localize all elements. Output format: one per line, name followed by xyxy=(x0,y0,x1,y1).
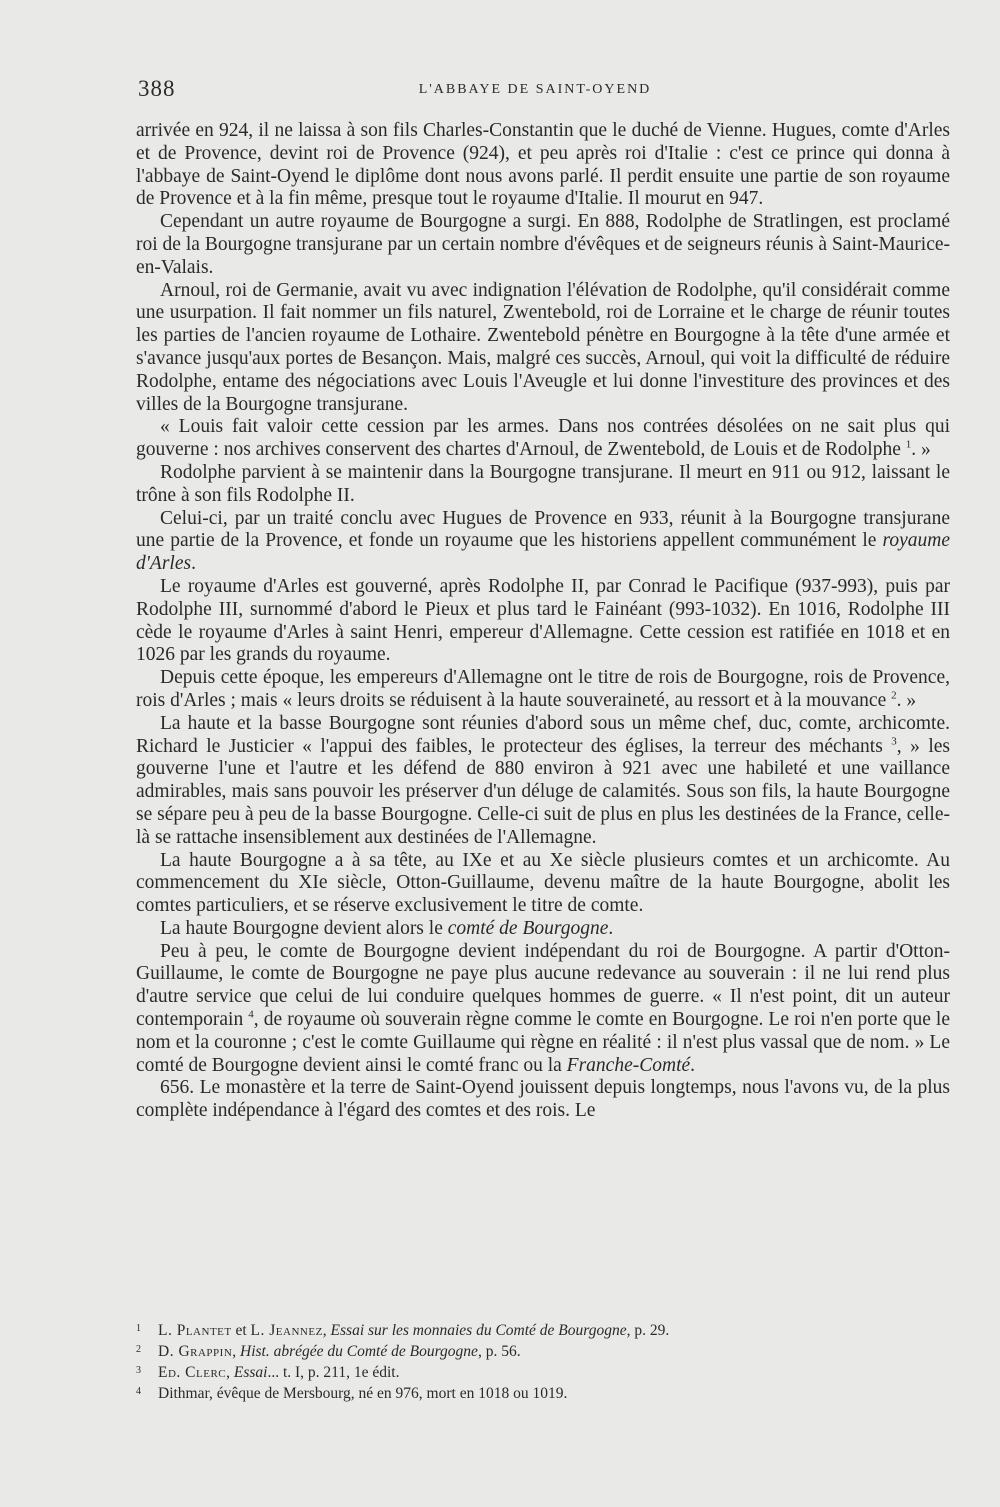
text-run: 656. Le monastère et la terre de Saint-Oyend jouissent depuis longtemps, nous l'avons vu, de la plus complète indépendance à l'égard des comtes et des rois. Le xyxy=(136,1077,950,1122)
paragraph xyxy=(136,918,950,941)
text-run: La haute et la basse Bourgogne sont réunies d'abord sous un même chef, duc, comte, archicomte. Richard le Justicier « l'appui des faibles, le protecteur des églises, la terreur des méchants xyxy=(136,712,950,757)
text-run: , xyxy=(322,1322,331,1339)
italic-text: Hist. abrégée du Comté de Bourgogne xyxy=(240,1343,478,1360)
footnote xyxy=(136,1362,950,1383)
author-name: D. Grappin xyxy=(158,1343,233,1360)
body-text xyxy=(136,120,950,1123)
paragraph xyxy=(136,280,950,417)
text-run: et xyxy=(231,1322,251,1339)
paragraph xyxy=(136,941,950,1078)
author-name: L. Jeannez xyxy=(250,1322,323,1339)
text-run: . » xyxy=(911,439,931,461)
paragraph xyxy=(136,1077,950,1123)
text-run: , xyxy=(232,1343,241,1360)
footnote-mark: 3 xyxy=(136,1365,141,1376)
text-run: , p. 56. xyxy=(477,1343,521,1360)
text-run: , p. 29. xyxy=(626,1322,670,1339)
text-run: ... t. I, p. 211, 1e édit. xyxy=(267,1364,400,1381)
author-name: L. Plantet xyxy=(158,1322,232,1339)
text-run: , xyxy=(226,1364,234,1381)
text-run: Le royaume d'Arles est gouverné, après Rodolphe II, par Conrad le Pacifique (937-993), puis par Rodolphe III, surnommé d'abord le Pieux et plus tard le Fainéant (993-1032). En 1016, Rodolphe III cède le royaume d'Arles à saint Henri, empereur d'Allemagne. Cette cession est ratifiée en 1018 et en 1026 par les grands du royaume. xyxy=(136,575,950,666)
footnote-ref: 4 xyxy=(248,1008,254,1021)
paragraph xyxy=(136,576,950,667)
text-run: arrivée en 924, il ne laissa à son fils Charles-Constantin que le duché de Vienne. Hugues, comte d'Arles et de Provence, devint roi de Provence (924), et peu après roi d'Italie : c'est ce prince qui donna à l'abbaye de Saint-Oyend le diplôme dont nous avons parlé. Il perdit ensuite une partie de son royaume de Provence et à la fin même, presque tout le royaume d'Italie. Il mourut en 947. xyxy=(136,120,950,210)
footnote-mark: 2 xyxy=(136,1344,141,1355)
paragraph xyxy=(136,211,950,279)
text-run: Arnoul, roi de Germanie, avait vu avec indignation l'élévation de Rodolphe, qu'il considérait comme une usurpation. Il fait nommer un fils naturel, Zwentebold, roi de Lorraine et le charge de réunir toutes les parties de l'ancien royaume de Lothaire. Zwentebold pénètre en Bourgogne à la tête d'une armée et s'avance jusqu'aux portes de Besançon. Mais, malgré ces succès, Arnoul, qui voit la difficulté de réduire Rodolphe, entame des négociations avec Louis l'Aveugle et lui donne l'investiture des provinces et des villes de la Bourgogne transjurane. xyxy=(136,279,950,415)
footnote xyxy=(136,1383,950,1404)
text-run: La haute Bourgogne devient alors le xyxy=(160,917,448,939)
text-run: Depuis cette époque, les empereurs d'Allemagne ont le titre de rois de Bourgogne, rois de Provence, rois d'Arles ; mais « leurs droits se réduisent à la haute souveraineté, au ressort et à la mouvance xyxy=(136,667,950,711)
italic-text: comté de Bourgogne xyxy=(447,917,609,939)
text-run: . xyxy=(690,1054,696,1076)
footnote-ref: 3 xyxy=(891,735,897,748)
footnote xyxy=(136,1341,950,1362)
italic-text: Franche-Comté xyxy=(566,1054,691,1076)
paragraph xyxy=(136,667,950,713)
text-run: . » xyxy=(896,689,917,711)
italic-text: Essai sur les monnaies du Comté de Bourgogne xyxy=(330,1322,627,1339)
italic-text: royaume d'Arles xyxy=(136,530,950,575)
running-title: L'ABBAYE DE SAINT-OYEND xyxy=(418,82,652,97)
text-run: Celui-ci, par un traité conclu avec Hugues de Provence en 933, réunit à la Bourgogne transjurane une partie de la Provence, et fonde un royaume que les historiens appellent communément le xyxy=(136,507,950,552)
paragraph xyxy=(136,713,950,850)
text-run: , de royaume où souverain règne comme le comte en Bourgogne. Le roi n'en porte que le nom et la couronne ; c'est le comte Guillaume qui règne en réalité : il n'est plus vassal que de nom. » Le comté de Bourgogne devient ainsi le comté franc ou la xyxy=(136,1009,950,1076)
text-run: Peu à peu, le comte de Bourgogne devient indépendant du roi de Bourgogne. A partir d'Otton-Guillaume, le comte de Bourgogne ne paye plus aucune redevance au souverain : il ne lui rend plus d'autre service que celui de lui conduire quelques hommes de guerre. « Il n'est point, dit un auteur contemporain xyxy=(136,940,950,1031)
page-number: 388 xyxy=(138,76,176,101)
text-run: Rodolphe parvient à se maintenir dans la Bourgogne transjurane. Il meurt en 911 ou 912, laissant le trône à son fils Rodolphe II. xyxy=(136,461,950,506)
text-run: Cependant un autre royaume de Bourgogne a surgi. En 888, Rodolphe de Stratlingen, est proclamé roi de la Bourgogne transjurane par un certain nombre d'évêques et de seigneurs réunis à Saint-Maurice-en-Valais. xyxy=(136,211,950,278)
paragraph xyxy=(136,120,950,211)
paragraph xyxy=(136,850,950,918)
author-name: Ed. Clerc xyxy=(158,1364,227,1381)
footnote-mark: 1 xyxy=(136,1323,141,1334)
text-run: . xyxy=(608,917,614,939)
paragraph xyxy=(136,508,950,576)
paragraph xyxy=(136,416,950,462)
page-header xyxy=(118,76,952,106)
text-run: Dithmar, évêque de Mersbourg, né en 976, mort en 1018 ou 1019. xyxy=(158,1385,568,1402)
text-run: La haute Bourgogne a à sa tête, au IXe et au Xe siècle plusieurs comtes et un archicomte. Au commencement du XIe siècle, Otton-Guillaume, devenu maître de la haute Bourgogne, abolit les comtes particuliers, et se réserve exclusivement le titre de comte. xyxy=(136,849,950,917)
text-run: « Louis fait valoir cette cession par les armes. Dans nos contrées désolées on ne sait plus qui gouverne : nos archives conservent des chartes d'Arnoul, de Zwentebold, de Louis et de Rodolphe xyxy=(136,416,950,461)
paragraph xyxy=(136,462,950,508)
text-run: . xyxy=(191,553,196,575)
text-run: , » les gouverne l'une et l'autre et les défend de 880 environ à 921 avec une habileté et une vaillance admirables, mais sans pouvoir les préserver d'un déluge de calamités. Sous son fils, la haute Bourgogne se sépare peu à peu de la basse Bourgogne. Celle-ci suit de plus en plus les destinées de la France, celle-là se rattache insensiblement aux destinées de l'Allemagne. xyxy=(136,735,950,848)
footnote xyxy=(136,1320,950,1341)
italic-text: Essai xyxy=(233,1364,268,1381)
footnote-ref: 2 xyxy=(891,689,897,702)
footnote-ref: 1 xyxy=(905,438,912,451)
footnotes xyxy=(136,1320,950,1404)
footnote-mark: 4 xyxy=(136,1386,141,1397)
